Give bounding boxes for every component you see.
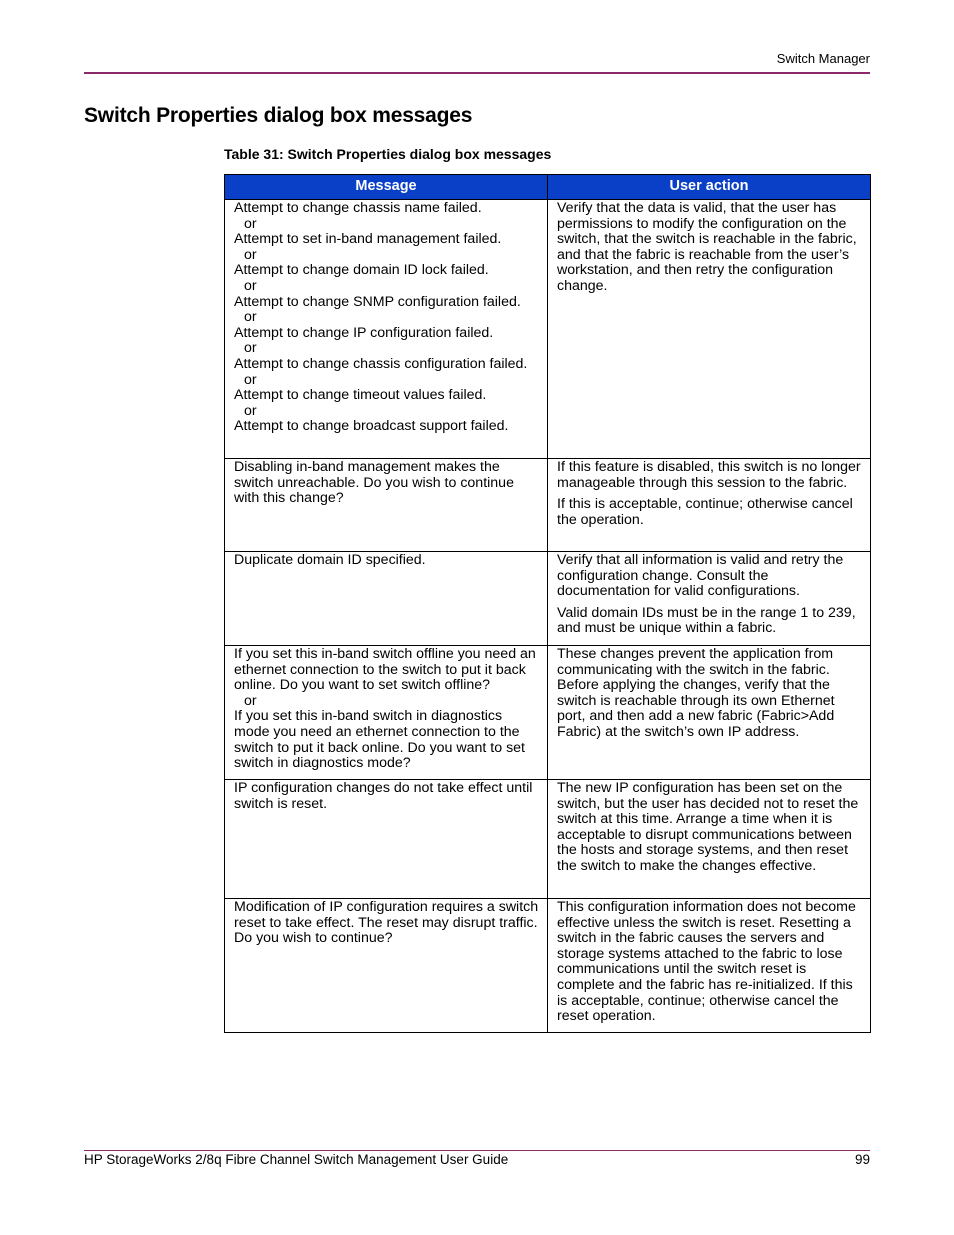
header-rule [84,72,870,74]
message-text: Attempt to change broadcast support failed. [234,418,509,435]
table-row [225,780,871,899]
footer-rule [84,1150,870,1151]
table-row [225,459,871,552]
message-text: Attempt to change IP configuration failed. [234,324,494,341]
user-action-cell [548,552,871,646]
message-text: Attempt to change chassis configuration failed. [234,355,528,372]
message-cell [225,200,548,459]
page-number: 99 [854,1152,870,1167]
message-cell [225,780,548,899]
table-row [225,200,871,459]
or-separator: or [244,277,257,294]
message-text: Attempt to change chassis name failed. [234,200,482,216]
or-separator: or [244,246,257,263]
message-cell [225,552,548,646]
user-action-text: Verify that the data is valid, that the user has permissions to modify the configuration on the switch, that the switch is reachable in the fabric, and that the fabric is reachable from the user’s workstation, and then retry the configuration change. [557,200,857,294]
table-row [225,552,871,646]
user-action-cell [548,200,871,459]
message-cell [225,899,548,1033]
section-title: Switch Properties dialog box messages [84,104,473,127]
message-cell [225,459,548,552]
user-action-text: The new IP configuration has been set on the switch, but the user has decided not to reset the switch at this time. Arrange a time when it is acceptable to disrupt communications between the hosts and storage systems, and then reset the switch to make the changes effective. [557,780,859,874]
message-text: Attempt to change timeout values failed. [234,387,487,404]
table-row [225,899,871,1033]
table-row [225,646,871,780]
message-text: Modification of IP configuration requires a switch reset to take effect. The reset may disrupt traffic. Do you wish to continue? [234,899,539,947]
or-separator: or [244,309,257,326]
message-text: If you set this in-band switch offline you need an ethernet connection to the switch to put it back online. Do you want to set switch offline? [234,646,536,694]
or-separator: or [244,692,257,709]
message-text: Duplicate domain ID specified. [234,552,426,568]
column-header-message: Message [225,175,548,200]
message-text: If you set this in-band switch in diagnostics mode you need an ethernet connection to the switch to put it back online. Do you want to set switch in diagnostics mode? [234,708,525,772]
or-separator: or [244,340,257,357]
or-separator: or [244,402,257,419]
message-text: IP configuration changes do not take effect until switch is reset. [234,780,533,812]
user-action-cell [548,899,871,1033]
user-action-cell [548,459,871,552]
message-text: Attempt to change domain ID lock failed. [234,262,489,279]
table-body [225,200,871,1033]
message-text: Attempt to change SNMP configuration failed. [234,293,521,310]
or-separator: or [244,371,257,388]
footer-title: HP StorageWorks 2/8q Fibre Channel Switch Management User Guide [84,1152,509,1167]
messages-table [224,174,871,1033]
table-header-row [225,175,871,200]
message-cell [225,646,548,780]
user-action-text: These changes prevent the application from communicating with the switch in the fabric. Before applying the changes, verify that the switch is reachable through its own Ethernet port, and then add a new fabric (Fabric>Add Fabric) at the switch’s own IP address. [557,646,835,740]
user-action-text: If this is acceptable, continue; otherwise cancel the operation. [557,496,853,528]
message-text: Disabling in-band management makes the switch unreachable. Do you wish to continue with this change? [234,459,514,507]
user-action-cell [548,780,871,899]
user-action-cell [548,646,871,780]
message-text: Attempt to set in-band management failed. [234,231,502,248]
or-separator: or [244,215,257,232]
table-caption: Table 31: Switch Properties dialog box messages [224,146,552,162]
running-head: Switch Manager [776,51,870,66]
column-header-user-action: User action [548,175,871,200]
user-action-text: Valid domain IDs must be in the range 1 to 239, and must be unique within a fabric. [557,604,856,637]
user-action-text: This configuration information does not become effective unless the switch is reset. Resetting a switch in the fabric causes the servers and storage systems attached to the fabric to lose communications until the switch reset is complete and the fabric has re-initialized. If this is acceptable, continue; otherwise cancel the reset operation. [557,899,856,1025]
user-action-text: If this feature is disabled, this switch is no longer manageable through this session to the fabric. [557,459,861,491]
user-action-text: Verify that all information is valid and retry the configuration change. Consult the documentation for valid configurations. [557,552,844,600]
